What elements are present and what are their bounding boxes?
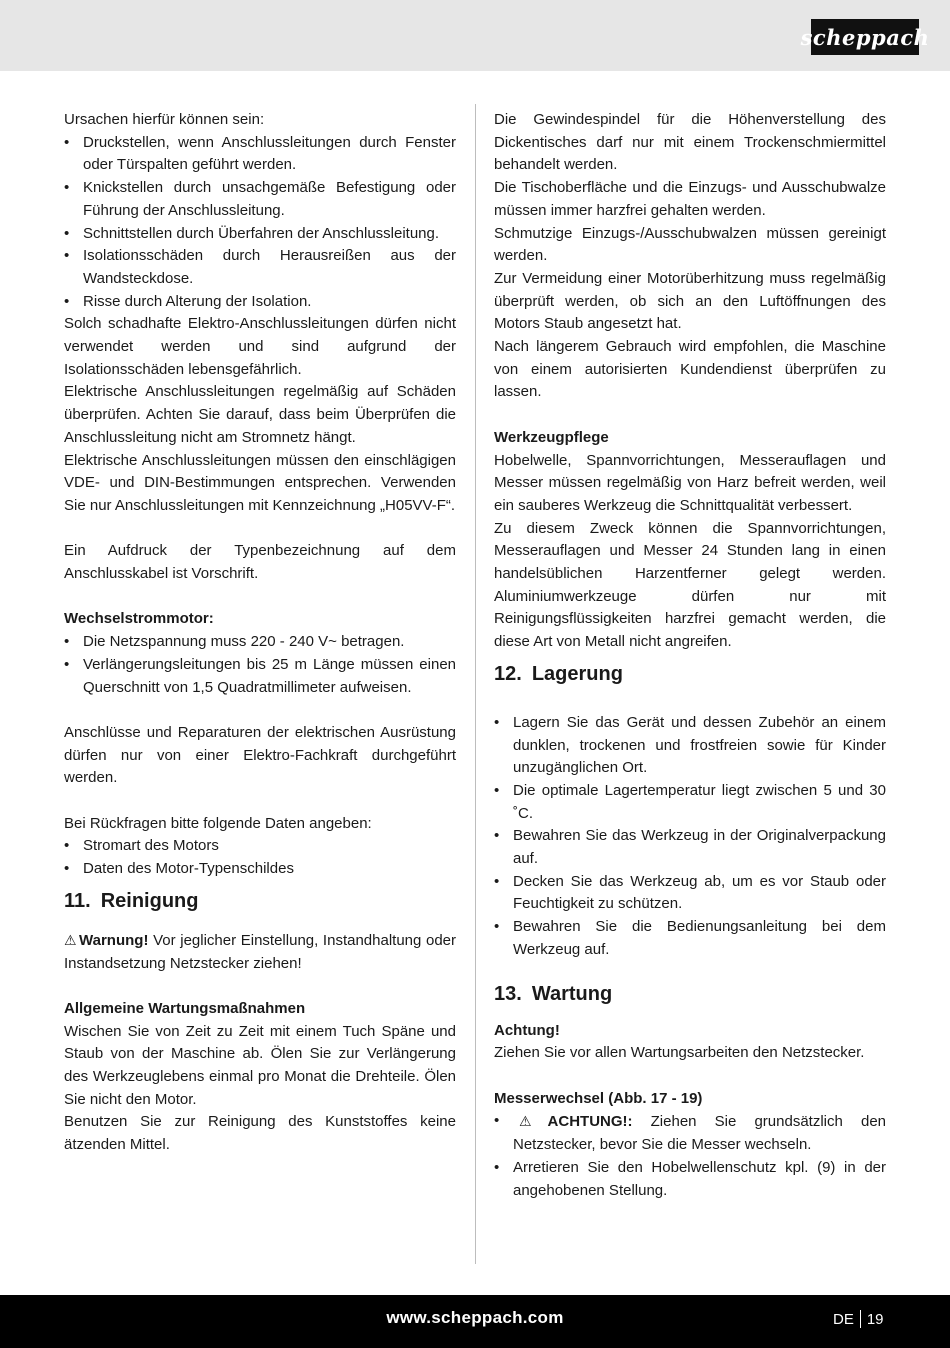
language-code: DE bbox=[833, 1310, 854, 1328]
tool-care-heading: Werkzeugpflege bbox=[494, 428, 609, 446]
paragraph: Schmutzige Einzugs-/Ausschubwalzen müssen gereinigt werden. bbox=[494, 224, 886, 265]
section-title: Lagerung bbox=[531, 662, 623, 685]
maintenance-heading: Allgemeine Wartungsmaßnahmen bbox=[64, 999, 306, 1017]
page-header bbox=[0, 0, 950, 71]
list-item: • Bewahren Sie das Werkzeug in der Originalverpackung auf. bbox=[494, 825, 886, 870]
paragraph: Die Gewindespindel für die Höhenverstellung des Dickentisches darf nur mit einem Trockenschmiermittel behandelt werden. bbox=[494, 111, 886, 174]
blade-warning-label: ACHTUNG!: bbox=[547, 1113, 633, 1131]
paragraph: Wischen Sie von Zeit zu Zeit mit einem Tuch Späne und Staub von der Maschine ab. Ölen Sie zur Verlängerung des Werkzeuglebens einmal pro Monat die Drehteile. Ölen Sie nicht den Motor. bbox=[64, 1022, 456, 1108]
list-item: • Druckstellen, wenn Anschlussleitungen durch Fenster oder Türspalten geführt werden. bbox=[64, 132, 456, 177]
section-11-heading bbox=[64, 889, 456, 913]
paragraph: Hobelwelle, Spannvorrichtungen, Messerauflagen und Messer müssen regelmäßig von Harz befreit werden, weil ein sauberes Werkzeug die Schnittqualität verbessert. bbox=[494, 451, 886, 514]
paragraph: Nach längerem Gebrauch wird empfohlen, die Maschine von einem autorisierten Kundendienst überprüfen zu lassen. bbox=[494, 338, 886, 401]
paragraph: Solch schadhafte Elektro-Anschlussleitungen dürfen nicht verwendet werden und sind aufgrund der Isolationsschäden lebensgefährlich. bbox=[64, 315, 456, 378]
paragraph: Zur Vermeidung einer Motorüberhitzung muss regelmäßig überprüft werden, ob sich an den Luftöffnungen des Motors Staub angesetzt hat. bbox=[494, 269, 886, 333]
list-item: • Die Netzspannung muss 220 - 240 V~ betragen. bbox=[64, 631, 456, 654]
paragraph: Die Tischoberfläche und die Einzugs- und Ausschubwalze müssen immer harzfrei gehalten werden. bbox=[494, 179, 886, 219]
list-item: • Arretieren Sie den Hobelwellenschutz kpl. (9) in der angehobenen Stellung. bbox=[494, 1157, 886, 1202]
column-divider bbox=[475, 104, 476, 1264]
causes-intro: Ursachen hierfür können sein: bbox=[64, 111, 265, 128]
section-13-heading bbox=[494, 982, 886, 1006]
list-item: • Risse durch Alterung der Isolation. bbox=[64, 291, 456, 314]
paragraph: Elektrische Anschlussleitungen regelmäßig auf Schäden überprüfen. Achten Sie darauf, dass beim Überprüfen die Anschlussleitung nicht am Stromnetz hängt. bbox=[64, 383, 456, 446]
warning-label: Warnung! bbox=[79, 931, 149, 949]
right-column bbox=[494, 109, 886, 1202]
section-12-heading bbox=[494, 662, 886, 686]
motor-list bbox=[64, 631, 456, 699]
page-number: 19 bbox=[866, 1310, 884, 1328]
blade-warning-text: Ziehen Sie grundsätzlich den Netzstecker, bevor Sie die Messer wechseln. bbox=[513, 1113, 887, 1154]
warning-icon: ⚠ bbox=[519, 1113, 546, 1130]
left-column bbox=[64, 109, 456, 1157]
list-item bbox=[494, 1110, 886, 1156]
paragraph: Bei Rückfragen bitte folgende Daten angeben: bbox=[64, 814, 372, 832]
blade-change-heading: Messerwechsel (Abb. 17 - 19) bbox=[494, 1089, 703, 1107]
separator bbox=[860, 1310, 861, 1328]
paragraph: Zu diesem Zweck können die Spannvorrichtungen, Messerauflagen und Messer 24 Stunden lang in einen handelsüblichen Harzentferner gelegt werden. Aluminiumwerkzeuge dürfen nur mit Reinigungsflüssigkeiten harzfrei gemacht werden, die diese Art von Metall nicht angreifen. bbox=[494, 519, 886, 651]
motor-heading: Wechselstrommotor: bbox=[64, 610, 214, 628]
list-item: • Knickstellen durch unsachgemäße Befestigung oder Führung der Anschlussleitung. bbox=[64, 177, 456, 222]
data-list bbox=[64, 835, 456, 880]
storage-list bbox=[494, 712, 886, 962]
paragraph: Ein Aufdruck der Typenbezeichnung auf dem Anschlusskabel ist Vorschrift. bbox=[64, 542, 456, 583]
section-title: Reinigung bbox=[100, 889, 199, 912]
section-number: 12. bbox=[494, 662, 522, 685]
attention-heading: Achtung! bbox=[494, 1021, 560, 1039]
list-item: • Verlängerungsleitungen bis 25 m Länge müssen einen Querschnitt von 1,5 Quadratmillimeter aufweisen. bbox=[64, 654, 456, 699]
list-item: • Decken Sie das Werkzeug ab, um es vor Staub oder Feuchtigkeit zu schützen. bbox=[494, 871, 886, 916]
scheppach-logo: scheppach bbox=[811, 19, 919, 55]
website-url: www.scheppach.com bbox=[386, 1308, 564, 1327]
list-item: • Schnittstellen durch Überfahren der Anschlussleitung. bbox=[64, 223, 456, 246]
list-item: • Isolationsschäden durch Herausreißen aus der Wandsteckdose. bbox=[64, 245, 456, 290]
section-number: 13. bbox=[494, 982, 522, 1005]
blade-list bbox=[494, 1110, 886, 1202]
list-item: • Die optimale Lagertemperatur liegt zwischen 5 und 30 ˚C. bbox=[494, 780, 886, 825]
warning-icon: ⚠ bbox=[64, 931, 78, 948]
warning-text: Vor jeglicher Einstellung, Instandhaltung oder Instandsetzung Netzstecker ziehen! bbox=[64, 931, 456, 972]
section-title: Wartung bbox=[531, 982, 613, 1005]
causes-list bbox=[64, 132, 456, 314]
page-footer bbox=[0, 1295, 950, 1348]
paragraph: Benutzen Sie zur Reinigung des Kunststoffes keine ätzenden Mittel. bbox=[64, 1113, 456, 1154]
list-item: • Stromart des Motors bbox=[64, 835, 456, 858]
list-item: • Bewahren Sie die Bedienungsanleitung bei dem Werkzeug auf. bbox=[494, 916, 886, 961]
section-number: 11. bbox=[64, 889, 91, 912]
page-indicator bbox=[833, 1310, 884, 1328]
paragraph: Elektrische Anschlussleitungen müssen den einschlägigen VDE- und DIN-Bestimmungen entsprechen. Verwenden Sie nur Anschlussleitungen mit Kennzeichnung „H05VV-F“. bbox=[64, 451, 456, 514]
paragraph: Ziehen Sie vor allen Wartungsarbeiten den Netzstecker. bbox=[494, 1044, 865, 1062]
list-item: • Lagern Sie das Gerät und dessen Zubehör an einem dunklen, trockenen und frostfreien sowie für Kinder unzugänglichen Ort. bbox=[494, 712, 886, 780]
paragraph: Anschlüsse und Reparaturen der elektrischen Ausrüstung dürfen nur von einer Elektro-Fachkraft durchgeführt werden. bbox=[64, 723, 456, 787]
warning-paragraph bbox=[64, 929, 456, 975]
list-item: • Daten des Motor-Typenschildes bbox=[64, 858, 456, 881]
